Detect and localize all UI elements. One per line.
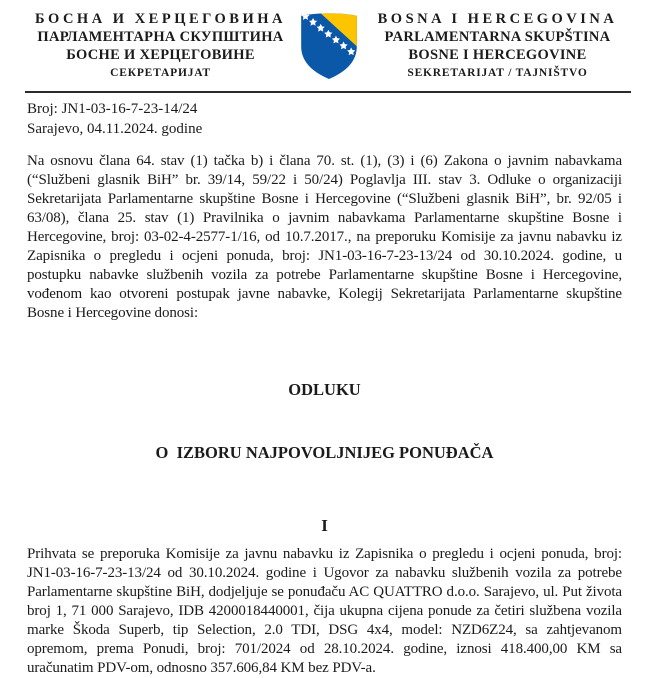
decision-title-word: ODLUKU xyxy=(288,380,361,399)
letterhead-line-of-bih-cyrillic: БОСНЕ И ХЕРЦЕГОВИНЕ xyxy=(66,47,255,63)
letterhead-line-country-latin: BOSNA I HERCEGOVINA xyxy=(377,11,618,27)
letterhead-cyrillic-block xyxy=(27,8,294,81)
letterhead-line-country-cyrillic: БОСНА И ХЕРЦЕГОВИНА xyxy=(35,11,286,27)
preamble-paragraph: Na osnovu člana 64. stav (1) tačka b) i člana 70. st. (1), (3) i (6) Zakona o javnim nabavkama (“Službeni glasnik BiH” br. 39/14, 59/22 i 50/24) Poglavlja III. stav 3. Odluke o organizaciji Sekretarijata Parlamentarne skupštine Bosne i Hercegovine (“Službeni glasnik BiH”, br. 92/05 i 63/08), člana 25. stav (1) Pravilnika o javnim nabavkama Parlamentarne skupštine Bosne i Hercegovine, broj: 03-02-4-2577-1/16, od 10.7.2017., na preporuku Komisije za javnu nabavku iz Zapisnika o pregledu i ocjeni ponuda, broj: JN1-03-16-7-23-13/24 od 30.10.2024. godine, u postupku nabavke službenih vozila za potrebe Parlamentarne skupštine Bosne i Hercegovine, vođenom kao otvoreni postupak javne nabavke, Kolegij Sekretarijata Parlamentarne skupštine Bosne i Hercegovine donosi: xyxy=(27,153,622,321)
letterhead xyxy=(27,8,631,86)
article-1-paragraph: Prihvata se preporuka Komisije za javnu nabavku iz Zapisnika o pregledu i ocjeni ponuda, broj: JN1-03-16-7-23-13/24 od 30.10.2024. godine i Ugovor za nabavku službenih vozila za potrebe Parlamentarne skupštine BiH, dodjeljuje se ponuđaču AC QUATTRO d.o.o. Sarajevo, ul. Put života broj 1, 71 000 Sarajevo, IDB 4200018440001, čija ukupna cijena ponude za četiri službena vozila marke Škoda Superb, tip Selection, 2.0 TDI, DSG 4x4, model: NZD6Z24, sa zahtjevanom opremom, prema Ponudi, broj: 701/2024 od 28.10.2024. godine, iznosi 418.400,00 KM sa uračunatim PDV-om, odnosno 357.606,84 KM bez PDV-a. xyxy=(27,546,622,676)
letterhead-latin-block xyxy=(364,8,631,81)
place-and-date: Sarajevo, 04.11.2024. godine xyxy=(27,121,203,137)
document-number: Broj: JN1-03-16-7-23-14/24 xyxy=(27,101,198,117)
letterhead-line-assembly-latin: PARLAMENTARNA SKUPŠTINA xyxy=(384,29,611,45)
coat-of-arms-bih-icon xyxy=(298,10,360,86)
section-numeral: I xyxy=(321,516,328,535)
letterhead-line-of-bih-latin: BOSNE I HERCEGOVINE xyxy=(408,47,587,63)
reference-block xyxy=(27,99,622,139)
letterhead-line-secretariat-latin: SEKRETARIJAT / TAJNIŠTVO xyxy=(407,67,588,79)
letterhead-divider xyxy=(25,91,631,93)
decision-title xyxy=(27,337,622,505)
decision-title-subject: O IZBORU NAJPOVOLJNIJEG PONUĐAČA xyxy=(155,443,494,462)
letterhead-line-secretariat-cyrillic: СЕКРЕТАРИЈАТ xyxy=(110,67,211,79)
letterhead-line-assembly-cyrillic: ПАРЛАМЕНТАРНА СКУПШТИНА xyxy=(37,29,284,45)
